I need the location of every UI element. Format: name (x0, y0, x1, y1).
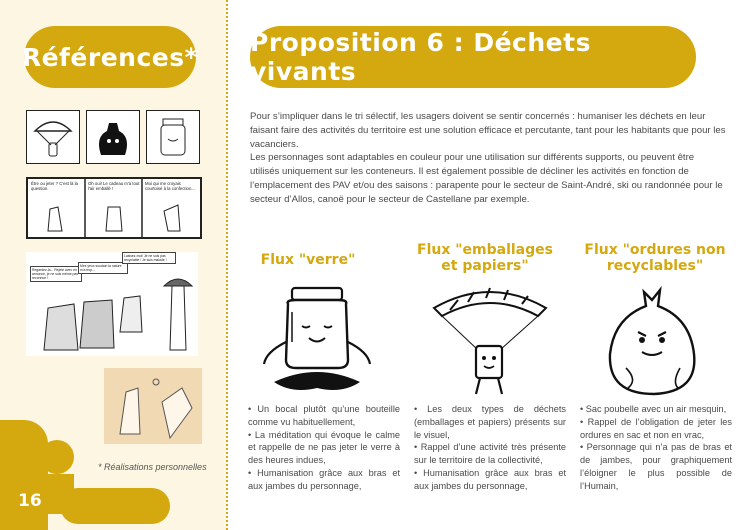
packaging-character-illustration (428, 284, 552, 400)
panel-speech-3: Laissez-moi! Je ne suis pas recyclable ! Je suis malade ! (122, 252, 176, 264)
flux-ordures-title: Flux "ordures non recyclables" (584, 242, 726, 274)
flux-verre-bullets (248, 403, 400, 493)
jar-character-illustration (262, 282, 372, 398)
page-number: 16 (18, 491, 42, 511)
flux-verre-title: Flux "verre" (260, 252, 356, 268)
list-item: • Un bocal plutôt qu’une bouteille comme vu habituellement, (248, 404, 400, 427)
list-item: • Humanisation grâce aux bras et aux jambes du personnage, (414, 467, 566, 491)
reference-color-sketch (104, 368, 202, 444)
decorative-blob (60, 488, 170, 524)
reference-sketch-bag (86, 110, 140, 164)
references-heading: Références* (24, 26, 196, 88)
reference-comic-panel (26, 252, 198, 356)
decorative-blob (40, 440, 74, 474)
reference-sketch-parachute (26, 110, 80, 164)
flux-ordures-bullets (580, 403, 732, 493)
reference-comic-strip (26, 177, 202, 239)
panel-speech-2: Mes yeux soudain la nature m'a trop... (78, 262, 128, 274)
comic-caption-3: Moi qui me croyais courtoisé à la confection... (145, 181, 195, 191)
trash-bag-character-illustration (598, 284, 708, 400)
list-item: • Rappel d’une activité très présente sur le territoire de la collectivité, (414, 442, 566, 466)
list-item: • Sac poubelle avec un air mesquin, (580, 404, 727, 414)
panel-speech-1: Regardez-la... Rejeté avec en annonce, je ne suis même pas reconnue ! (30, 266, 82, 282)
column-separator (226, 0, 228, 530)
list-item: • Personnage qui n’a pas de bras et de jambes, pour graphiquement l’éloigner le plus possible de l’Humain, (580, 442, 732, 491)
list-item: • Rappel de l’obligation de jeter les ordures en sac et non en vrac, (580, 416, 732, 440)
decorative-blob (40, 474, 74, 514)
flux-emballages-bullets (414, 403, 566, 493)
flux-emballages-title: Flux "emballages et papiers" (417, 242, 553, 274)
intro-paragraph: Pour s’impliquer dans le tri sélectif, les usagers doivent se sentir concernés : humaniser les déchets en leur faisant faire des activités du territoire est une solution efficace et percutante, tant pour les habitants que pour les vacanciers. (250, 111, 726, 150)
comic-caption-2: Oh oui! Le cadeau m'a tout l'air emballé ! (88, 181, 140, 191)
comic-caption-1: Être ou jeter ? C'est là la question. (31, 181, 78, 191)
list-item: • La méditation qui évoque le calme et rappelle de ne pas jeter le verre à des heures indues, (248, 429, 400, 466)
intro-text (250, 110, 726, 207)
page-title: Proposition 6 : Déchets vivants (250, 26, 696, 88)
intro-paragraph: Les personnages sont adaptables en couleur pour une utilisation sur différents supports, ou peuvent être utilisés uniquement sur les conteneurs. Il est également possible de décliner les activités en fonction de l’emplacement des PAV et/ou des saisons : parapente pour le secteur de Saint-André, ski ou randonnée pour le secteur d’Allos, canoë pour le secteur de Castellane par exemple. (250, 152, 723, 205)
reference-sketch-jar (146, 110, 200, 164)
references-caption: * Réalisations personnelles (98, 462, 207, 472)
list-item: • Les deux types de déchets (emballages et papiers) présents sur le visuel, (414, 404, 566, 440)
list-item: • Humanisation grâce aux bras et aux jambes du personnage, (248, 467, 400, 491)
